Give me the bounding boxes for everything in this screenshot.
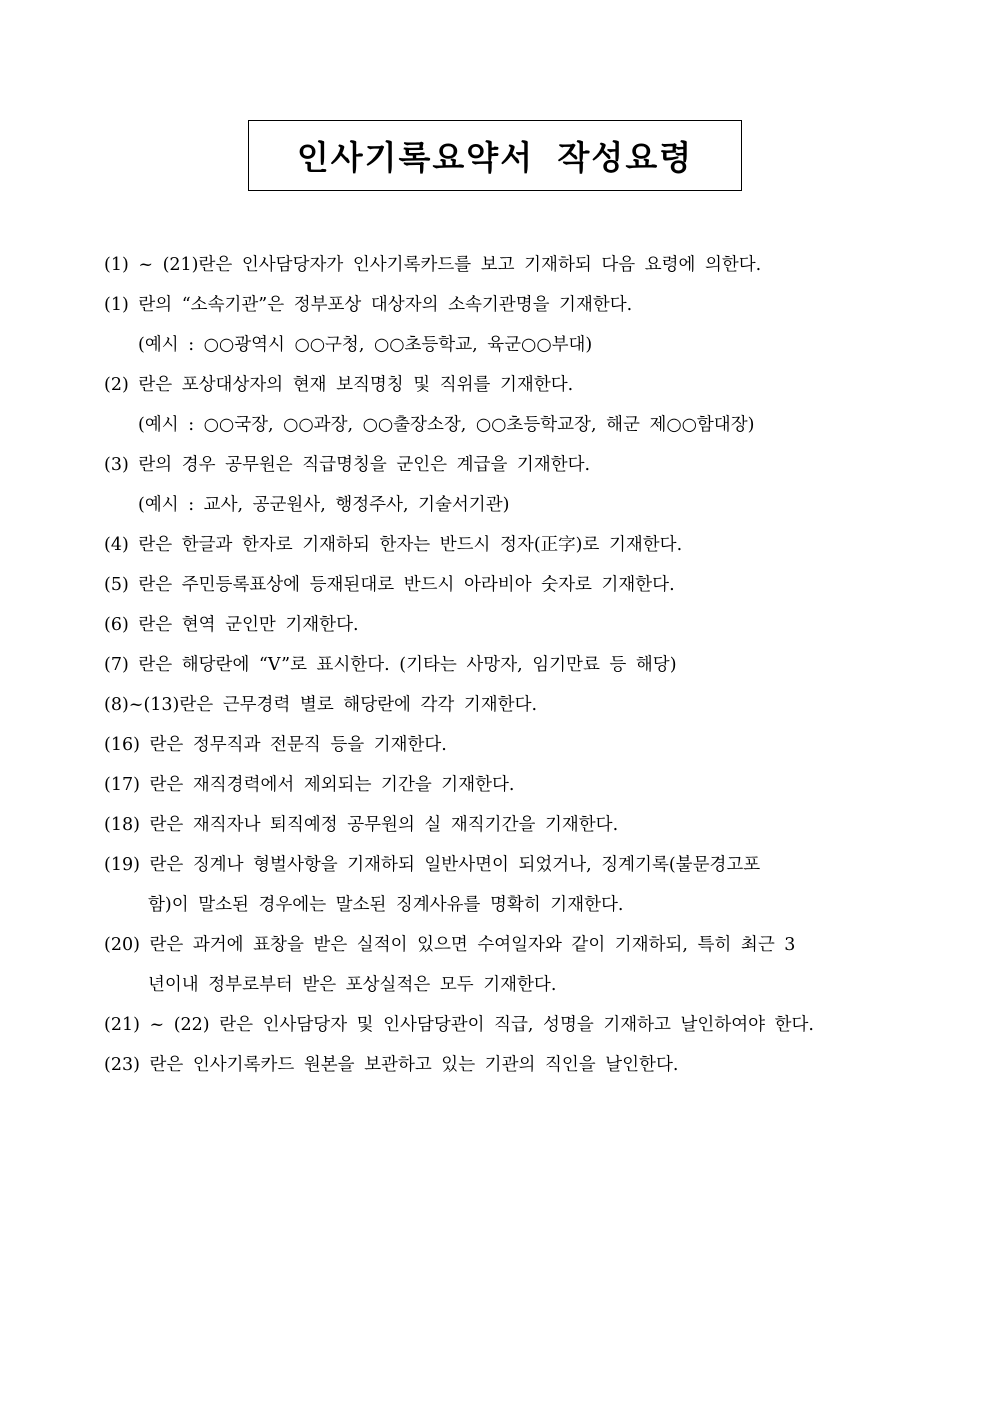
instruction-line: (3) 란의 경우 공무원은 직급명칭을 군인은 계급을 기재한다. (104, 455, 591, 475)
instruction-line: (20) 란은 과거에 표창을 받은 실적이 있으면 수여일자와 같이 기재하되, 특히 최근 3 (104, 935, 796, 955)
instruction-line: (2) 란은 포상대상자의 현재 보직명칭 및 직위를 기재한다. (104, 375, 574, 395)
instruction-line: (8)~(13)란은 근무경력 별로 해당란에 각각 기재한다. (104, 695, 538, 715)
instruction-line: (6) 란은 현역 군인만 기재한다. (104, 615, 359, 635)
instruction-line: (23) 란은 인사기록카드 원본을 보관하고 있는 기관의 직인을 날인한다. (104, 1055, 679, 1075)
instruction-line: (17) 란은 재직경력에서 제외되는 기간을 기재한다. (104, 775, 515, 795)
title-box (248, 120, 742, 191)
document-title: 인사기록요약서 작성요령 (296, 138, 694, 177)
instruction-line: (1) ~ (21)란은 인사담당자가 인사기록카드를 보고 기재하되 다음 요령에 의한다. (104, 255, 762, 275)
instruction-line: (18) 란은 재직자나 퇴직예정 공무원의 실 재직기간을 기재한다. (104, 815, 619, 835)
instruction-continuation: 함)이 말소된 경우에는 말소된 징계사유를 명확히 기재한다. (148, 895, 624, 915)
instruction-line: (16) 란은 정무직과 전문직 등을 기재한다. (104, 735, 447, 755)
instruction-line: (19) 란은 징계나 형벌사항을 기재하되 일반사면이 되었거나, 징계기록(불문경고포 (104, 855, 761, 875)
instruction-continuation: (예시 : ○○국장, ○○과장, ○○출장소장, ○○초등학교장, 해군 제○○함대장) (138, 415, 755, 435)
instruction-line: (21) ~ (22) 란은 인사담당자 및 인사담당관이 직급, 성명을 기재하고 날인하여야 한다. (104, 1015, 814, 1035)
instruction-continuation: (예시 : ○○광역시 ○○구청, ○○초등학교, 육군○○부대) (138, 335, 593, 355)
instruction-line: (4) 란은 한글과 한자로 기재하되 한자는 반드시 정자(正字)로 기재한다. (104, 535, 683, 555)
instruction-line: (5) 란은 주민등록표상에 등재된대로 반드시 아라비아 숫자로 기재한다. (104, 575, 675, 595)
instruction-continuation: (예시 : 교사, 공군원사, 행정주사, 기술서기관) (138, 495, 510, 515)
instruction-line: (1) 란의 “소속기관”은 정부포상 대상자의 소속기관명을 기재한다. (104, 295, 633, 315)
instruction-continuation: 년이내 정부로부터 받은 포상실적은 모두 기재한다. (148, 975, 557, 995)
instruction-line: (7) 란은 해당란에 “V”로 표시한다. (기타는 사망자, 임기만료 등 해당) (104, 655, 677, 675)
